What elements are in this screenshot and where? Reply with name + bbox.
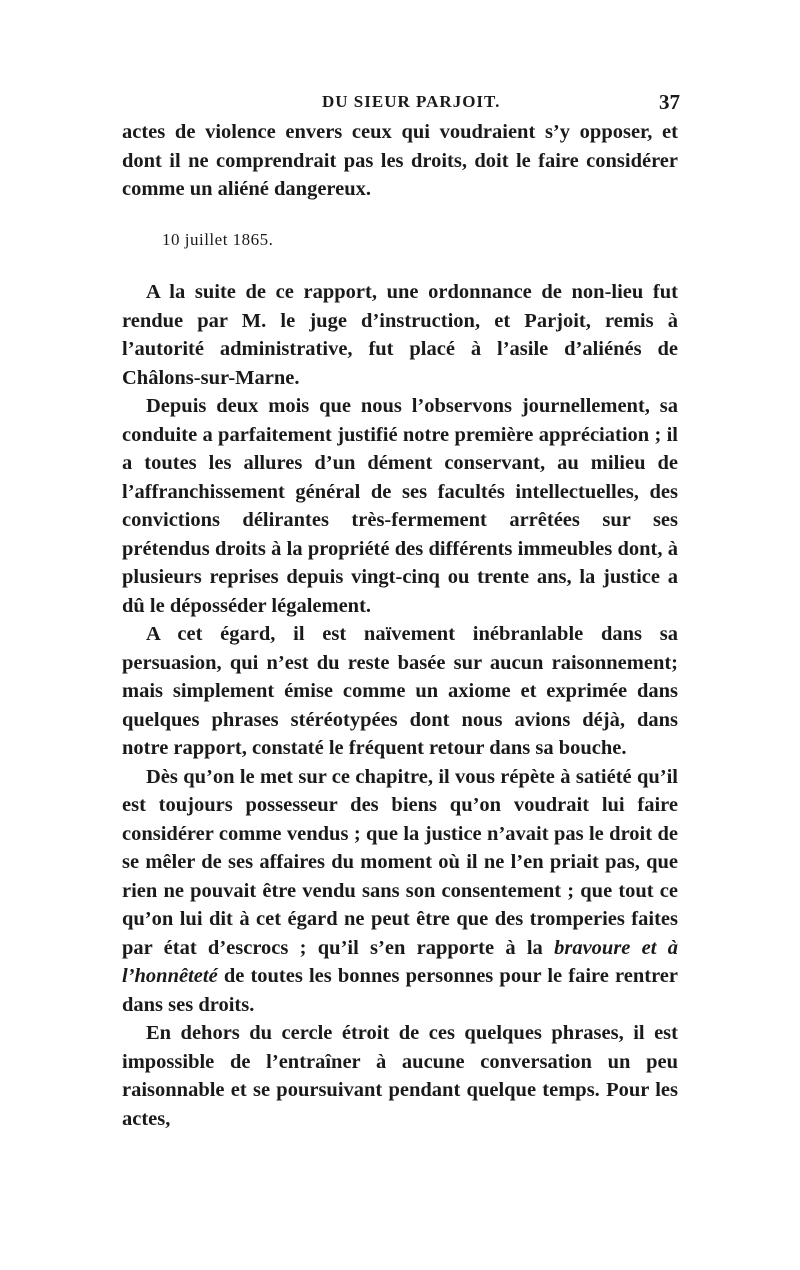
paragraph-persuasion: A cet égard, il est naïvement inébranlable dans sa persuasion, qui n’est du reste basée sur aucun raisonnement; mais simplement émise comme un axiome et exprimée dans quelques phrases stéréotypées dont nous avions déjà, dans notre rapport, constaté le fréquent retour dans sa bouche. [122,623,678,759]
body-text [122,118,678,1133]
paragraph-chapitre-tail: de toutes les bonnes personnes pour le faire rentrer dans ses droits. [122,965,678,1016]
paragraph-observation: Depuis deux mois que nous l’observons journellement, sa conduite a parfaitement justifié notre première appréciation ; il a toutes les allures d’un dément conservant, au milieu de l’affranchissement général de ses facultés intellectuelles, des convictions délirantes très-fermement arrêtées sur ses prétendus droits à la propriété des différents immeubles dont, à plusieurs reprises depuis vingt-cinq ou trente ans, la justice a dû le déposséder légalement. [122,395,678,617]
paragraph-chapitre [122,763,678,1020]
italic-phrase: bravoure et à l’honnêteté [122,936,678,987]
running-title: DU SIEUR PARJOIT. [322,92,501,111]
page-number: 37 [659,90,680,114]
report-date: 10 juillet 1865. [162,229,274,249]
paragraph-conversation: En dehors du cercle étroit de ces quelques phrases, il est impossible de l’entraîner à aucune conversation un peu raisonnable et se poursuivant pendant quelque temps. Pour les actes, [122,1022,678,1130]
continued-paragraph: actes de violence envers ceux qui voudraient s’y opposer, et dont il ne comprendrait pas les droits, doit le faire considérer comme un aliéné dangereux. [122,121,678,200]
paragraph-chapitre-text: Dès qu’on le met sur ce chapitre, il vous répète à satiété qu’il est toujours possesseur des biens qu’on voudrait lui faire considérer comme vendus ; que la justice n’avait pas le droit de se mêler de ses affaires du moment où il ne l’en priait pas, que rien ne pouvait être vendu sans son consentement ; que tout ce qu’on lui dit à cet égard ne peut être que des tromperies faites par état d’escrocs ; qu’il s’en rapporte à la [122,765,678,959]
paragraph-ordonnance: A la suite de ce rapport, une ordonnance de non-lieu fut rendue par M. le juge d’instruction, et Parjoit, remis à l’autorité administrative, fut placé à l’asile d’aliénés de Châlons-sur-Marne. [122,281,678,389]
